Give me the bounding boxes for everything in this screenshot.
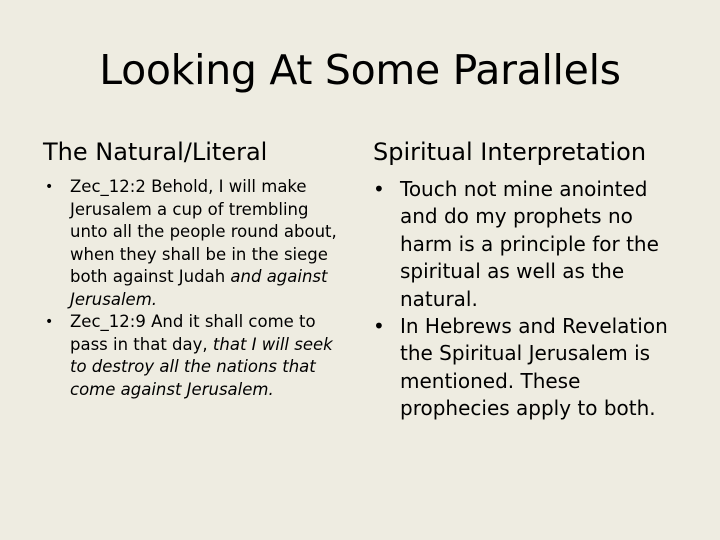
bullet-item [43, 311, 348, 401]
bullet-italic-text: that I will seek to destroy all the nations that come against Jerusalem. [70, 334, 333, 399]
bullet-text: Zec_12:2 Behold, I will make Jerusalem a cup of trembling unto all the people round about, when they shall be in the siege both against Judah [70, 177, 337, 286]
bullet-text: In Hebrews and Revelation the Spiritual Jerusalem is mentioned. These prophecies apply to both. [400, 314, 668, 421]
slide-title: Looking At Some Parallels [99, 46, 621, 94]
bullet-item [373, 313, 673, 423]
bullet-marker: • [45, 179, 54, 195]
bullet-italic-text: and against Jerusalem. [70, 267, 328, 309]
bullet-marker: • [373, 177, 385, 201]
left-column [43, 176, 348, 401]
bullet-marker: • [45, 314, 54, 330]
bullet-text: Zec_12:9 And it shall come to pass in that day, [70, 312, 316, 354]
right-column-heading: Spiritual Interpretation [373, 138, 647, 166]
left-column-heading: The Natural/Literal [43, 138, 268, 166]
bullet-item [43, 176, 348, 311]
bullet-marker: • [373, 314, 385, 339]
bullet-item [373, 176, 673, 313]
right-column [373, 176, 673, 423]
bullet-text: Touch not mine anointed and do my prophets no harm is a principle for the spiritual as well as the natural. [400, 177, 659, 311]
